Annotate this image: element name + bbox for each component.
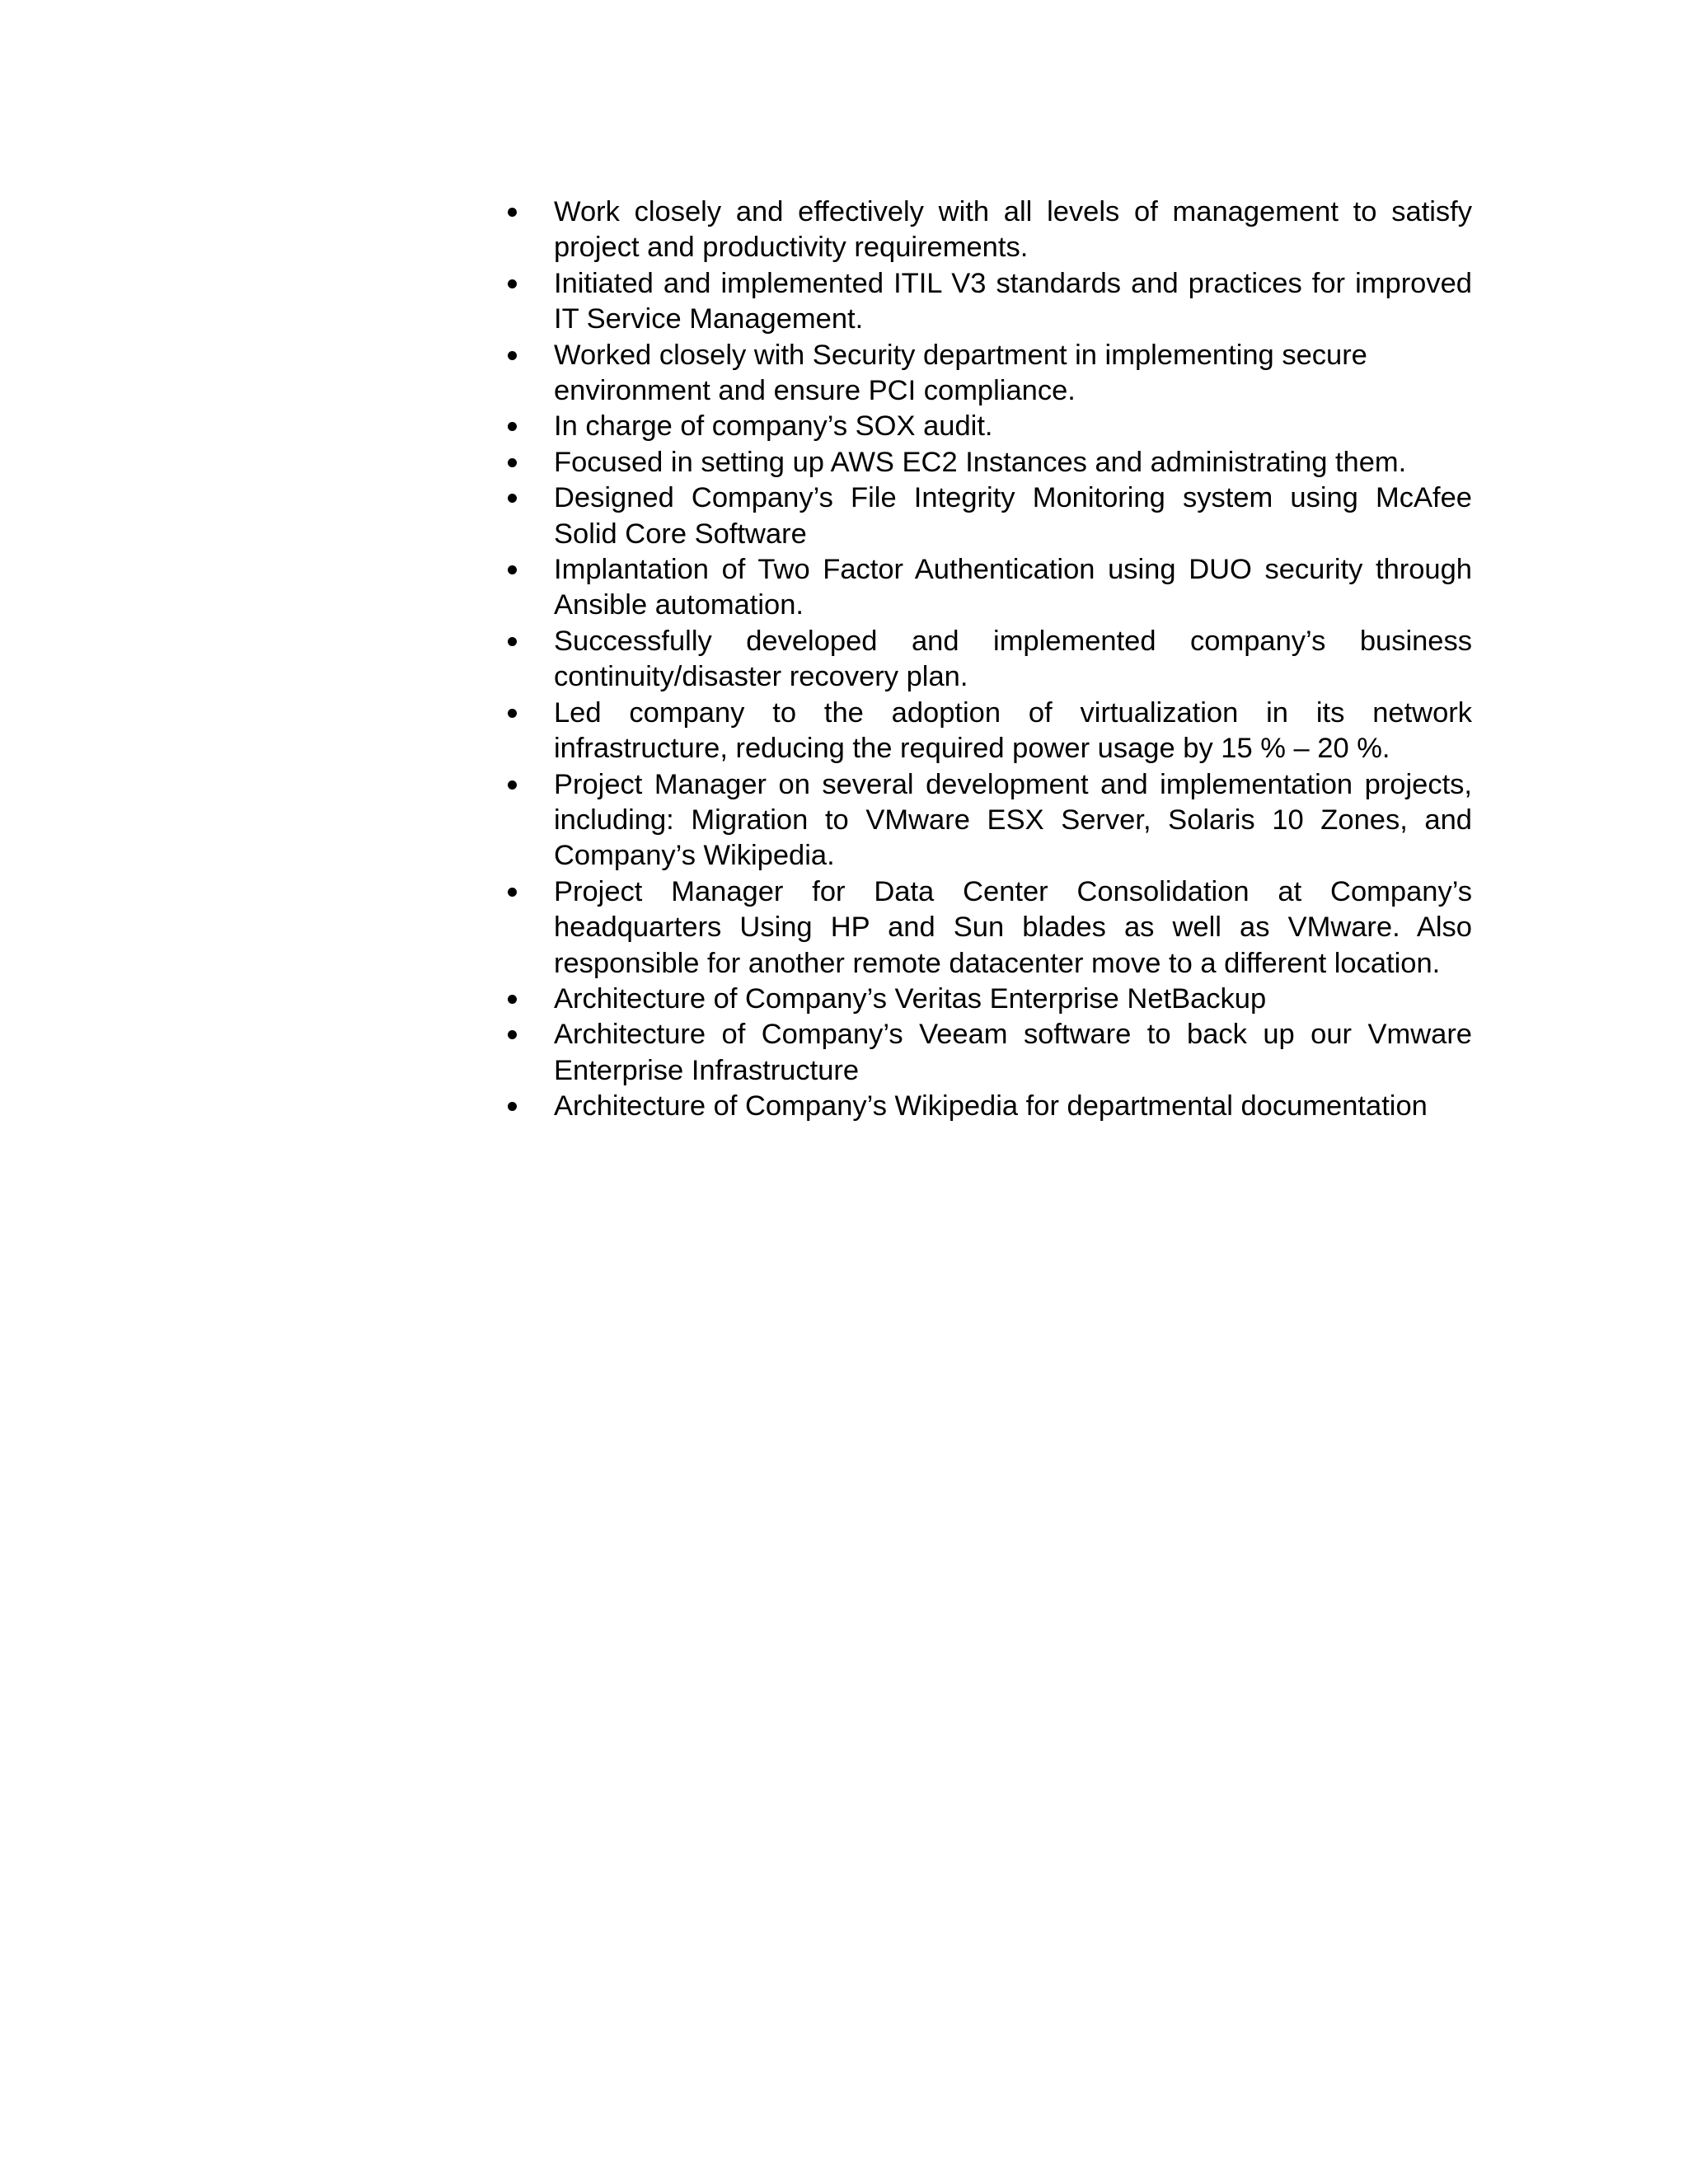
list-item-text: Work closely and effectively with all levels of management to satisfy project and productivity requirements. [554,196,1472,264]
list-item-text: Focused in setting up AWS EC2 Instances and administrating them. [554,446,1407,478]
list-item-text: Implantation of Two Factor Authentication using DUO security through Ansible automation. [554,554,1472,621]
bullet-icon [508,995,517,1004]
experience-bullet-list [499,194,1472,1125]
bullet-icon [508,1102,517,1111]
list-item-text: Worked closely with Security department in implementing secure environment and ensure PCI compliance. [554,339,1367,407]
list-item [499,445,1472,480]
list-item-text: Project Manager on several development and implementation projects, including: Migration to VMware ESX Server, Solaris 10 Zones, and Company’s Wikipedia. [554,768,1472,872]
bullet-icon [508,351,517,360]
list-item-text: Successfully developed and implemented company’s business continuity/disaster recovery plan. [554,625,1472,693]
list-item-text: Architecture of Company’s Veeam software to back up our Vmware Enterprise Infrastructure [554,1019,1472,1086]
bullet-icon [508,1030,517,1039]
bullet-icon [508,279,517,288]
list-item [499,480,1472,552]
list-item-text: Architecture of Company’s Wikipedia for departmental documentation [554,1090,1428,1122]
list-item [499,696,1472,767]
list-item-text: Designed Company’s File Integrity Monitoring system using McAfee Solid Core Software [554,482,1472,550]
bullet-icon [508,888,517,897]
bullet-icon [508,458,517,467]
list-item [499,552,1472,624]
list-item [499,874,1472,982]
bullet-icon [508,422,517,431]
bullet-icon [508,208,517,217]
bullet-icon [508,709,517,718]
bullet-icon [508,637,517,646]
list-item [499,767,1472,874]
list-item [499,266,1472,338]
list-item [499,624,1472,696]
list-item [499,982,1472,1017]
list-item-text: Led company to the adoption of virtualization in its network infrastructure, reducing the required power usage by 15 % – 20 %. [554,696,1472,765]
list-item [499,338,1472,410]
list-item [499,409,1472,444]
bullet-icon [508,494,517,503]
list-item-text: Architecture of Company’s Veritas Enterprise NetBackup [554,982,1267,1015]
list-item [499,194,1472,266]
bullet-icon [508,780,517,790]
list-item [499,1089,1472,1124]
list-item-text: Initiated and implemented ITIL V3 standards and practices for improved IT Service Management. [554,267,1472,335]
bullet-icon [508,565,517,574]
list-item-text: Project Manager for Data Center Consolidation at Company’s headquarters Using HP and Sun blades as well as VMware. Also responsible for another remote datacenter move to a different location. [554,875,1472,979]
list-item-text: In charge of company’s SOX audit. [554,410,993,443]
list-item [499,1017,1472,1089]
